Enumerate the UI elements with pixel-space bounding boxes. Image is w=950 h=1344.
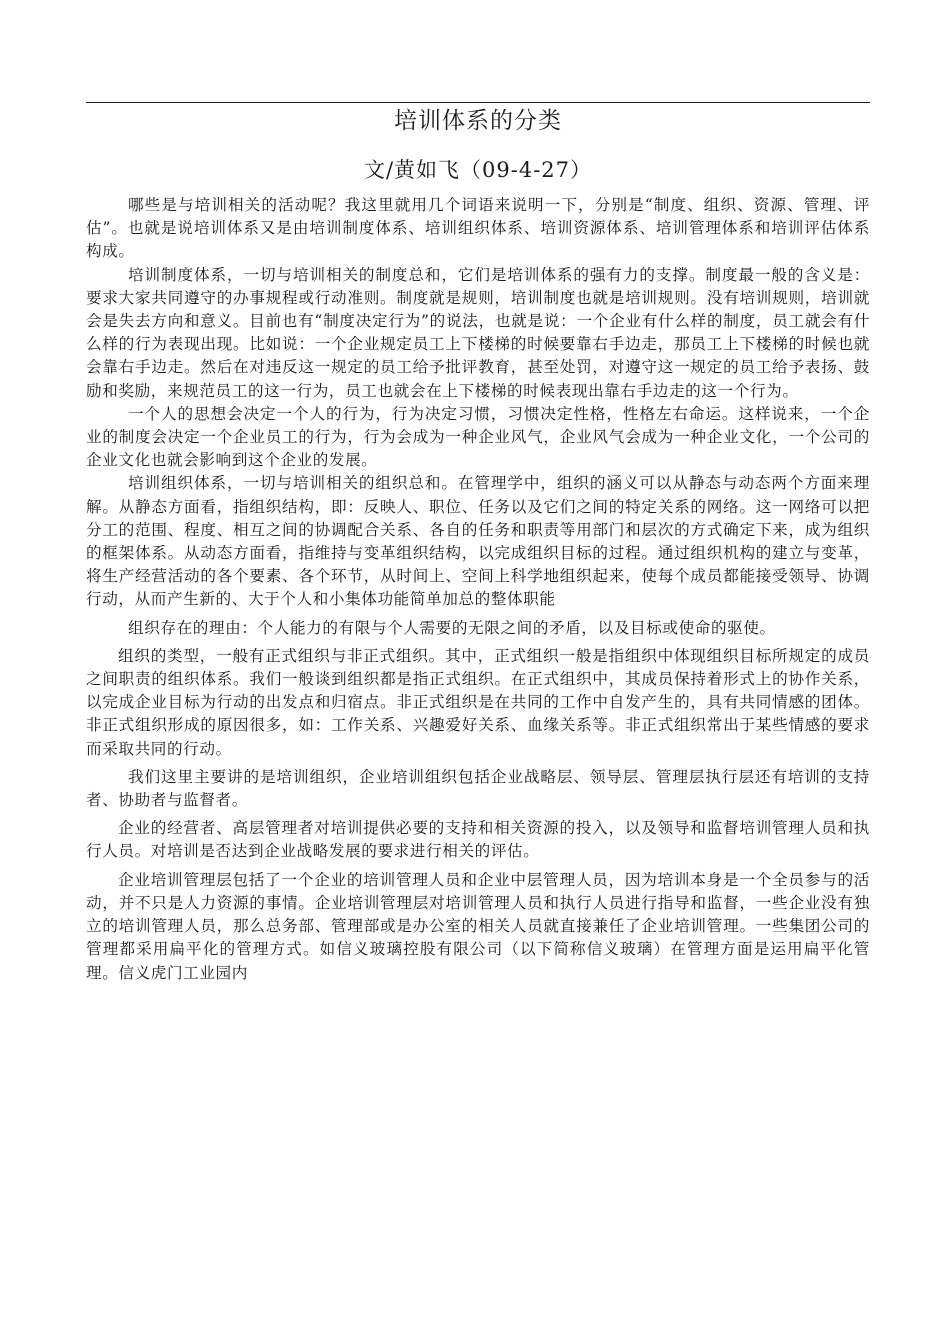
paragraph: 组织的类型，一般有正式组织与非正式组织。其中，正式组织一般是指组织中体现组织目标所规定的成员之间职责的组织体系。我们一般谈到组织都是指正式组织。在正式组织中，其成员保持着形式上的协作关系，以完成企业目标为行动的出发点和归宿点。非正式组织是在共同的工作中自发产生的，具有共同情感的团体。非正式组织形成的原因很多，如：工作关系、兴趣爱好关系、血缘关系等。非正式组织常出于某些情感的要求而采取共同的行动。 [86, 646, 870, 758]
paragraph: 我们这里主要讲的是培训组织，企业培训组织包括企业战略层、领导层、管理层执行层还有培训的支持者、协助者与监督者。 [86, 767, 870, 810]
header-rule [86, 102, 870, 103]
paragraph: 哪些是与培训相关的活动呢？我这里就用几个词语来说明一下，分别是“制度、组织、资源、管理、评估”。也就是说培训体系又是由培训制度体系、培训组织体系、培训资源体系、培训管理体系和培训评估体系构成。 [86, 196, 870, 261]
paragraph: 培训制度体系，一切与培训相关的制度总和，它们是培训体系的强有力的支撑。制度最一般的含义是：要求大家共同遵守的办事规程或行动准则。制度就是规则，培训制度也就是培训规则。没有培训规则，培训就会是失去方向和意义。目前也有“制度决定行为”的说法，也就是说：一个企业有什么样的制度，员工就会有什么样的行为表现出现。比如说：一个企业规定员工上下楼梯的时候要靠右手边走，那员工上下楼梯的时候也就会靠右手边走。然后在对违反这一规定的员工给予批评教育，甚至处罚，对遵守这一规定的员工给予表扬、鼓励和奖励，来规范员工的这一行为，员工也就会在上下楼梯的时候表现出靠右手边走的这一个行为。 [86, 265, 870, 400]
paragraph: 培训组织体系，一切与培训相关的组织总和。在管理学中，组织的涵义可以从静态与动态两个方面来理解。从静态方面看，指组织结构，即：反映人、职位、任务以及它们之间的特定关系的网络。这一网络可以把分工的范围、程度、相互之间的协调配合关系、各自的任务和职责等用部门和层次的方式确定下来，成为组织的框架体系。从动态方面看，指维持与变革组织结构，以完成组织目标的过程。通过组织机构的建立与变革，将生产经营活动的各个要素、各个环节，从时间上、空间上科学地组织起来，使每个成员都能接受领导、协调行动，从而产生新的、大于个人和小集体功能简单加总的整体职能 [86, 474, 870, 609]
paragraph: 企业的经营者、高层管理者对培训提供必要的支持和相关资源的投入，以及领导和监督培训管理人员和执行人员。对培训是否达到企业战略发展的要求进行相关的评估。 [86, 819, 870, 861]
paragraph: 一个人的思想会决定一个人的行为，行为决定习惯，习惯决定性格，性格左右命运。这样说来，一个企业的制度会决定一个企业员工的行为，行为会成为一种企业风气，企业风气会成为一种企业文化，一个公司的企业文化也就会影响到这个企业的发展。 [86, 404, 870, 470]
document-body [86, 194, 870, 985]
document-title: 培训体系的分类 [394, 108, 562, 134]
paragraph: 企业培训管理层包括了一个企业的培训管理人员和企业中层管理人员，因为培训本身是一个全员参与的活动，并不只是人力资源的事情。企业培训管理层对培训管理人员和执行人员进行指导和监督，一些企业没有独立的培训管理人员，那么总务部、管理部或是办公室的相关人员就直接兼任了企业培训管理。一些集团公司的管理都采用扁平化的管理方式。如信义玻璃控股有限公司（以下简称信义玻璃）在管理方面是运用扁平化管理。信义虎门工业园内 [86, 870, 870, 982]
author-byline: 文/黄如飞（09-4-27） [363, 158, 593, 182]
paragraph: 组织存在的理由：个人能力的有限与个人需要的无限之间的矛盾，以及目标或使命的驱使。 [128, 618, 776, 637]
